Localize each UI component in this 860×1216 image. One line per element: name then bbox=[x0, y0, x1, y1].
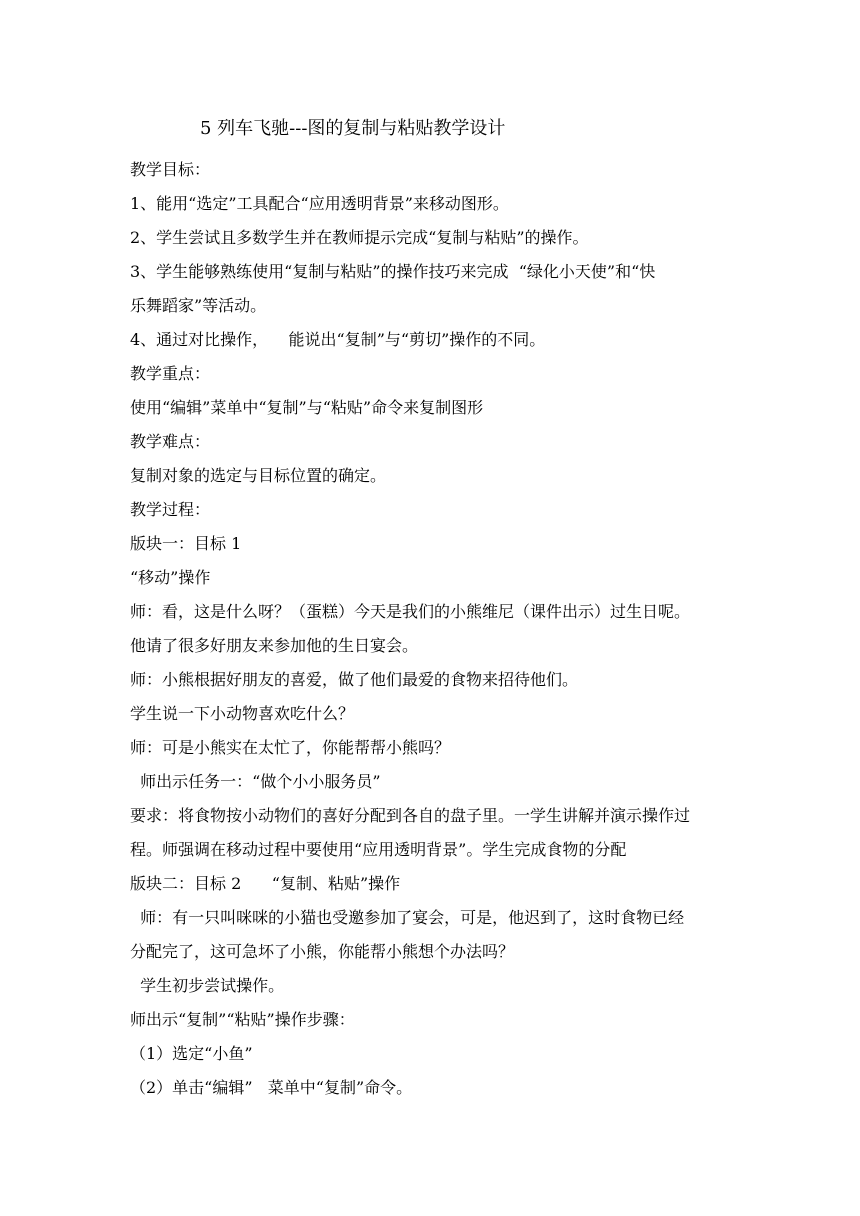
paragraph-line: 要求：将食物按小动物们的喜好分配到各自的盘子里。一学生讲解并演示操作过 bbox=[130, 806, 691, 825]
paragraph-line: 1、能用“选定”工具配合“应用透明背景”来移动图形。 bbox=[130, 194, 509, 213]
paragraph-line: 学生说一下小动物喜欢吃什么？ bbox=[130, 704, 355, 723]
paragraph-line: “移动”操作 bbox=[130, 568, 211, 587]
paragraph-line: 他请了很多好朋友来参加他的生日宴会。 bbox=[130, 636, 419, 655]
paragraph-line: 教学重点： bbox=[130, 364, 211, 383]
paragraph-line: 教学过程： bbox=[130, 500, 211, 519]
paragraph-line: 师：可是小熊实在太忙了，你能帮帮小熊吗？ bbox=[130, 738, 451, 757]
paragraph-line: 教学目标： bbox=[130, 160, 211, 179]
paragraph-line: 师：小熊根据好朋友的喜爱，做了他们最爱的食物来招待他们。 bbox=[130, 670, 579, 689]
paragraph-line: 师：有一只叫咪咪的小猫也受邀参加了宴会，可是，他迟到了，这时食物已经 bbox=[130, 908, 685, 927]
paragraph-line: 4、通过对比操作， 能说出“复制”与“剪切”操作的不同。 bbox=[130, 330, 546, 349]
paragraph-line: （2）单击“编辑” 菜单中“复制”命令。 bbox=[130, 1078, 413, 1097]
paragraph-line: 师出示“复制”“粘贴”操作步骤： bbox=[130, 1010, 355, 1029]
paragraph-line: （1）选定“小鱼” bbox=[130, 1044, 253, 1063]
paragraph-line: 分配完了，这可急坏了小熊，你能帮小熊想个办法吗？ bbox=[130, 942, 515, 961]
paragraph-line: 师：看，这是什么呀？（蛋糕）今天是我们的小熊维尼（课件出示）过生日呢。 bbox=[130, 602, 691, 621]
paragraph-line: 学生初步尝试操作。 bbox=[130, 976, 285, 995]
paragraph-line: 2、学生尝试且多数学生并在教师提示完成“复制与粘贴”的操作。 bbox=[130, 228, 589, 247]
paragraph-line: 复制对象的选定与目标位置的确定。 bbox=[130, 466, 387, 485]
paragraph-line: 3、学生能够熟练使用“复制与粘贴”的操作技巧来完成 “绿化小天使”和“快 bbox=[130, 262, 656, 281]
paragraph-line: 使用“编辑”菜单中“复制”与“粘贴”命令来复制图形 bbox=[130, 398, 484, 417]
paragraph-line: 版块一：目标 1 bbox=[130, 534, 242, 553]
paragraph-line: 师出示任务一：“做个小小服务员” bbox=[130, 772, 381, 791]
paragraph-line: 乐舞蹈家”等活动。 bbox=[130, 296, 267, 315]
paragraph-line: 程。师强调在移动过程中要使用“应用透明背景”。学生完成食物的分配 bbox=[130, 840, 627, 859]
paragraph-line: 版块二：目标 2 “复制、粘贴”操作 bbox=[130, 874, 401, 893]
document-title: 5 列车飞驰---图的复制与粘贴教学设计 bbox=[200, 118, 506, 139]
document-body bbox=[130, 153, 740, 1105]
paragraph-line: 教学难点： bbox=[130, 432, 211, 451]
